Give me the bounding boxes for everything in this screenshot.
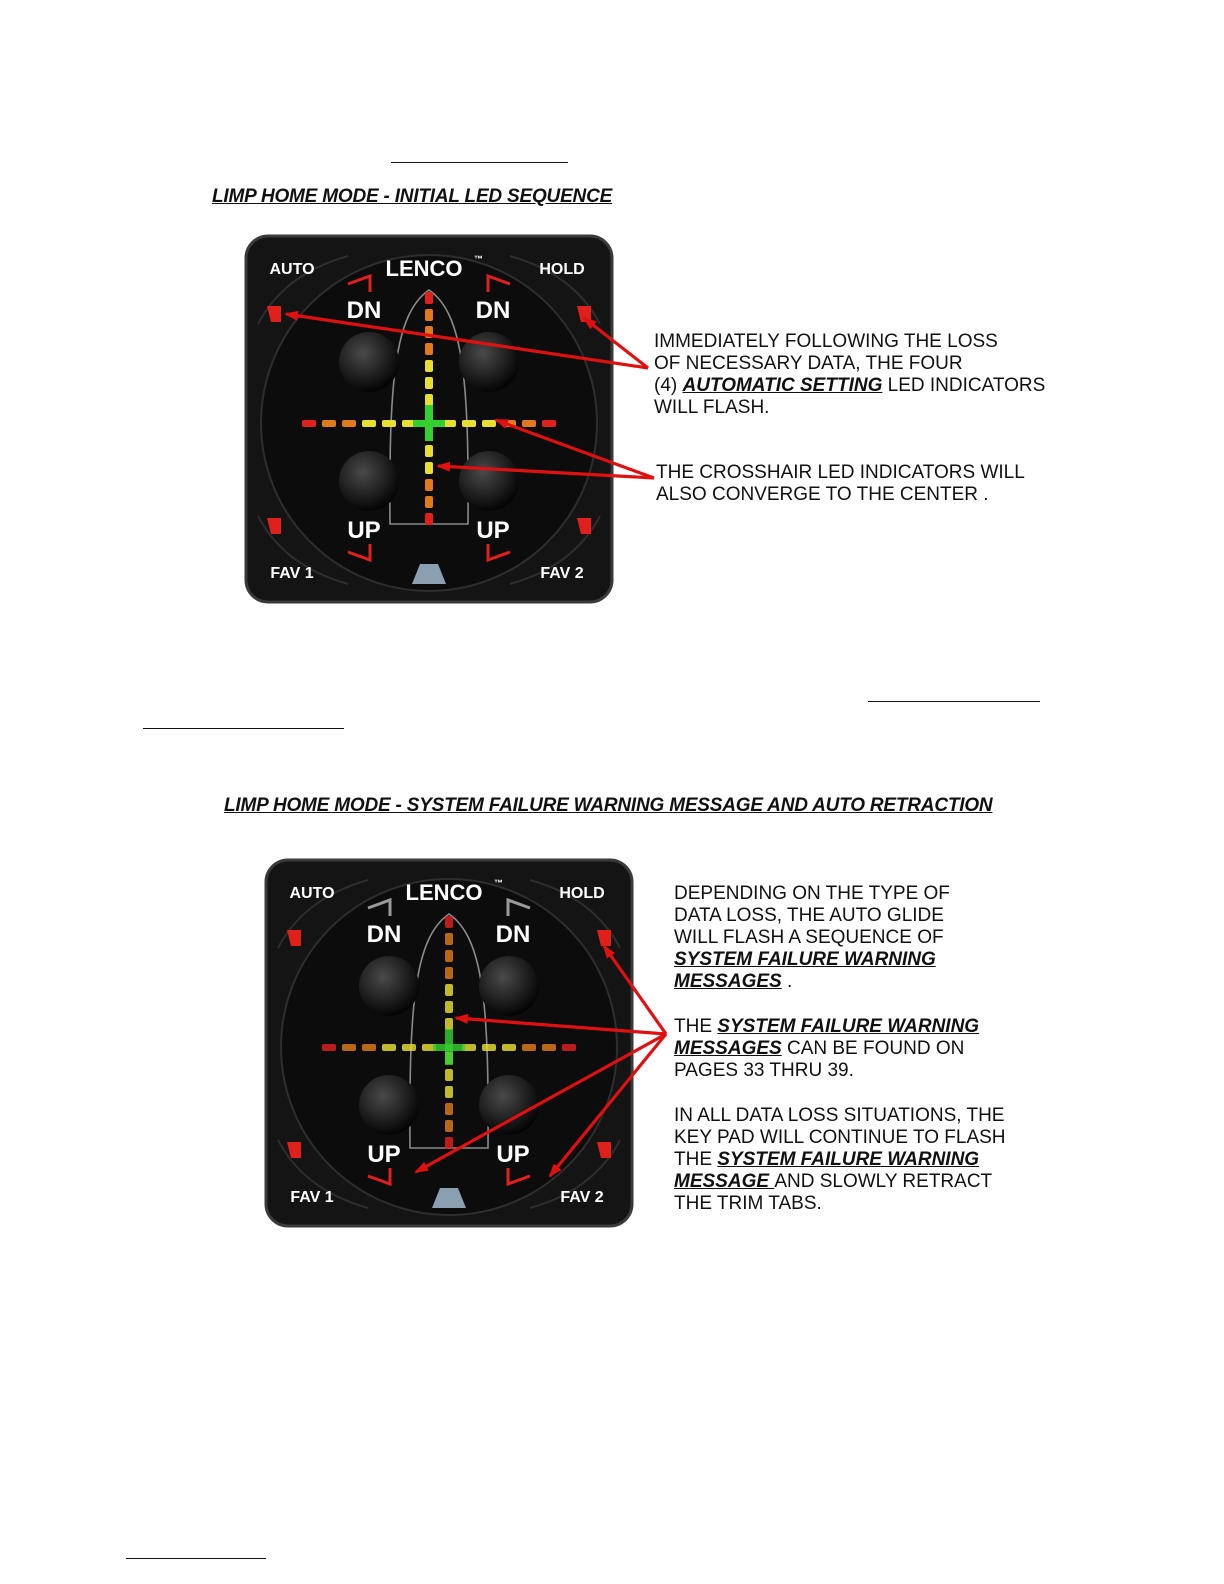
section1-heading: LIMP HOME MODE - INITIAL LED SEQUENCE	[212, 186, 613, 207]
mid-rule-right	[868, 701, 1040, 702]
dn-left-label: DN	[346, 297, 382, 324]
dn-right-label: DN	[495, 921, 531, 948]
crosshair-horizontal-led	[342, 1044, 356, 1051]
hold-label: HOLD	[559, 885, 605, 902]
crosshair-vertical-led	[445, 967, 453, 979]
button-dn-left[interactable]	[339, 332, 399, 392]
button-up-right[interactable]	[459, 451, 519, 511]
auto-label: AUTO	[269, 261, 315, 278]
crosshair-vertical-led	[425, 292, 433, 304]
crosshair-horizontal-led	[322, 420, 336, 427]
crosshair-vertical-led	[445, 1086, 453, 1098]
crosshair-center-led	[425, 405, 433, 441]
crosshair-vertical-led	[425, 445, 433, 457]
crosshair-horizontal-led	[382, 420, 396, 427]
section2-note-retract: IN ALL DATA LOSS SITUATIONS, THE KEY PAD WILL CONTINUE TO FLASH THE SYSTEM FAILURE WARNING MESSAGE AND SLOWLY RETRACT THE TRIM TABS.	[674, 1105, 1006, 1214]
crosshair-vertical-led	[425, 343, 433, 355]
section2-note-pages: THE SYSTEM FAILURE WARNING MESSAGES CAN BE FOUND ON PAGES 33 THRU 39.	[674, 1016, 980, 1081]
crosshair-vertical-led	[445, 1001, 453, 1013]
section1-note-crosshair: THE CROSSHAIR LED INDICATORS WILL ALSO CONVERGE TO THE CENTER .	[656, 462, 1025, 505]
crosshair-horizontal-led	[342, 420, 356, 427]
button-up-left[interactable]	[339, 451, 399, 511]
button-dn-right[interactable]	[459, 332, 519, 392]
section2-heading: LIMP HOME MODE - SYSTEM FAILURE WARNING MESSAGE AND AUTO RETRACTION	[224, 795, 993, 816]
lenco-logo: LENCO	[405, 880, 483, 905]
crosshair-vertical-led	[425, 462, 433, 474]
crosshair-horizontal-led	[502, 420, 516, 427]
crosshair-horizontal-led	[542, 420, 556, 427]
trademark-mark: ™	[494, 878, 503, 888]
crosshair-vertical-led	[445, 1137, 453, 1149]
dn-left-label: DN	[366, 921, 402, 948]
button-dn-left[interactable]	[359, 956, 419, 1016]
up-left-label: UP	[367, 1141, 401, 1168]
dn-right-label: DN	[475, 297, 511, 324]
crosshair-horizontal-led	[362, 1044, 376, 1051]
crosshair-horizontal-led	[482, 1044, 496, 1051]
trademark-mark: ™	[474, 254, 483, 264]
section1-note-led-flash: IMMEDIATELY FOLLOWING THE LOSS OF NECESSARY DATA, THE FOUR (4) AUTOMATIC SETTING LED INDICATORS WILL FLASH.	[654, 331, 1046, 418]
crosshair-horizontal-led	[402, 1044, 416, 1051]
lenco-logo: LENCO	[385, 256, 463, 281]
crosshair-horizontal-led	[562, 1044, 576, 1051]
crosshair-vertical-led	[425, 377, 433, 389]
crosshair-horizontal-led	[522, 420, 536, 427]
crosshair-vertical-led	[445, 916, 453, 928]
crosshair-horizontal-led	[362, 420, 376, 427]
crosshair-horizontal-led	[502, 1044, 516, 1051]
crosshair-horizontal-led	[382, 1044, 396, 1051]
crosshair-horizontal-led	[482, 420, 496, 427]
crosshair-vertical-led	[445, 984, 453, 996]
crosshair-horizontal-led	[302, 420, 316, 427]
crosshair-horizontal-led	[322, 1044, 336, 1051]
hold-label: HOLD	[539, 261, 585, 278]
crosshair-horizontal-led	[542, 1044, 556, 1051]
top-rule	[391, 162, 568, 163]
fav2-label: FAV 2	[540, 565, 584, 582]
up-right-label: UP	[476, 517, 510, 544]
bottom-rule	[126, 1558, 266, 1559]
section2-note-sequence: DEPENDING ON THE TYPE OF DATA LOSS, THE AUTO GLIDE WILL FLASH A SEQUENCE OF SYSTEM FAILURE WARNING MESSAGES .	[674, 883, 950, 992]
crosshair-vertical-led	[445, 1103, 453, 1115]
up-right-label: UP	[496, 1141, 530, 1168]
crosshair-vertical-led	[425, 360, 433, 372]
crosshair-vertical-led	[445, 933, 453, 945]
crosshair-vertical-led	[425, 326, 433, 338]
crosshair-vertical-led	[425, 309, 433, 321]
crosshair-vertical-led	[445, 950, 453, 962]
crosshair-vertical-led	[445, 1069, 453, 1081]
crosshair-vertical-led	[425, 479, 433, 491]
up-left-label: UP	[347, 517, 381, 544]
button-dn-right[interactable]	[479, 956, 539, 1016]
auto-label: AUTO	[289, 885, 335, 902]
crosshair-horizontal-led	[462, 420, 476, 427]
keypad-panel-1	[244, 234, 614, 604]
button-up-left[interactable]	[359, 1075, 419, 1135]
button-up-right[interactable]	[479, 1075, 539, 1135]
mid-rule-left	[143, 728, 344, 729]
crosshair-horizontal-led	[522, 1044, 536, 1051]
keypad-panel-2	[264, 858, 634, 1228]
crosshair-center-led	[445, 1029, 453, 1065]
crosshair-vertical-led	[425, 513, 433, 525]
crosshair-vertical-led	[445, 1018, 453, 1030]
fav1-label: FAV 1	[290, 1189, 334, 1206]
crosshair-vertical-led	[425, 394, 433, 406]
fav2-label: FAV 2	[560, 1189, 604, 1206]
crosshair-vertical-led	[445, 1120, 453, 1132]
fav1-label: FAV 1	[270, 565, 314, 582]
crosshair-vertical-led	[425, 496, 433, 508]
